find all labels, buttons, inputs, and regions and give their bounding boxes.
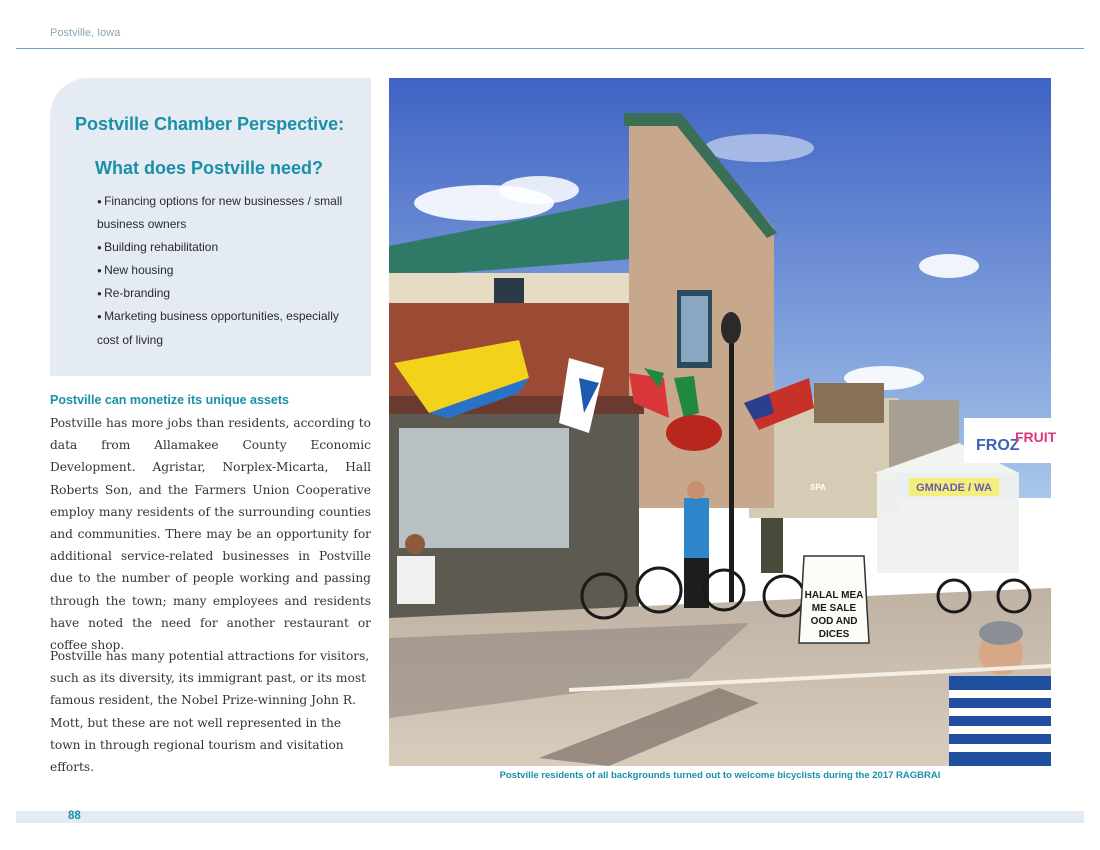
sign-text: DICES [818, 629, 850, 640]
sidebar-title: Postville Chamber Perspective: [75, 114, 345, 134]
chamber-perspective-box [50, 78, 371, 376]
header-rule [16, 48, 1084, 49]
lamp-post [729, 328, 734, 618]
building [814, 383, 884, 423]
sign-text: SPA [810, 483, 826, 492]
sign-text: OOD AND [810, 616, 858, 627]
sign-text: HALAL MEA [804, 590, 864, 601]
list-item: ● New housing [97, 259, 359, 282]
list-item: ● Re-branding [97, 282, 359, 305]
sign-text: FROZ [976, 437, 1020, 454]
flower-basket [666, 415, 722, 451]
child [949, 676, 1051, 766]
footer-band [16, 811, 1084, 823]
sign-text: ME SALE [811, 603, 857, 614]
lamp [721, 312, 741, 344]
needs-list [97, 190, 359, 351]
person [761, 518, 783, 573]
list-item: ● Building rehabilitation [97, 236, 359, 259]
child-stripe [949, 708, 1051, 716]
banner-text: GMNADE / WA [916, 482, 992, 494]
sign-text: FRUIT [1015, 429, 1057, 445]
person [397, 556, 435, 604]
page-number: 88 [68, 810, 81, 822]
bicycle-wheel [637, 568, 681, 612]
child-stripe [949, 744, 1051, 752]
photo-caption: Postville residents of all backgrounds turned out to welcome bicyclists during the 2017 RAGBRAI [499, 770, 941, 781]
list-item: ● Financing options for new businesses / small business owners [97, 190, 359, 236]
running-header: Postville, Iowa [50, 27, 121, 39]
cloud [704, 134, 814, 162]
list-item: ● Marketing business opportunities, especially cost of living [97, 305, 359, 351]
child-stripe [949, 690, 1051, 698]
child-stripe [949, 726, 1051, 734]
person-head [405, 534, 425, 554]
storefront-window [399, 428, 569, 548]
person-head [687, 481, 705, 499]
body-paragraph: Postville has many potential attractions for visitors, such as its diversity, its immigrant past, or its most famous resident, the Nobel Prize-winning John R. Mott, but these are not well represented in the town in through regional tourism and visitation efforts. [50, 649, 370, 775]
child-cap [979, 621, 1023, 645]
cloud [499, 176, 579, 204]
sidebar-subtitle: What does Postville need? [95, 158, 324, 178]
street-festival-photo [389, 78, 1057, 766]
cloud [919, 254, 979, 278]
body-paragraph: Postville has more jobs than residents, according to data from Allamakee County Economic Development. Agristar, Norplex-Micarta, Hall Roberts Son, and the Farmers Union Cooperative employ many residents of the surrounding counties and communities. There may be an opportunity for additional service-related businesses in Postville due to the number of people working and passing through the town; many employees and residents have noted the need for another restaurant or coffee shop. [50, 416, 371, 653]
window [681, 296, 708, 362]
person [684, 498, 709, 558]
section-heading: Postville can monetize its unique assets [50, 393, 289, 407]
